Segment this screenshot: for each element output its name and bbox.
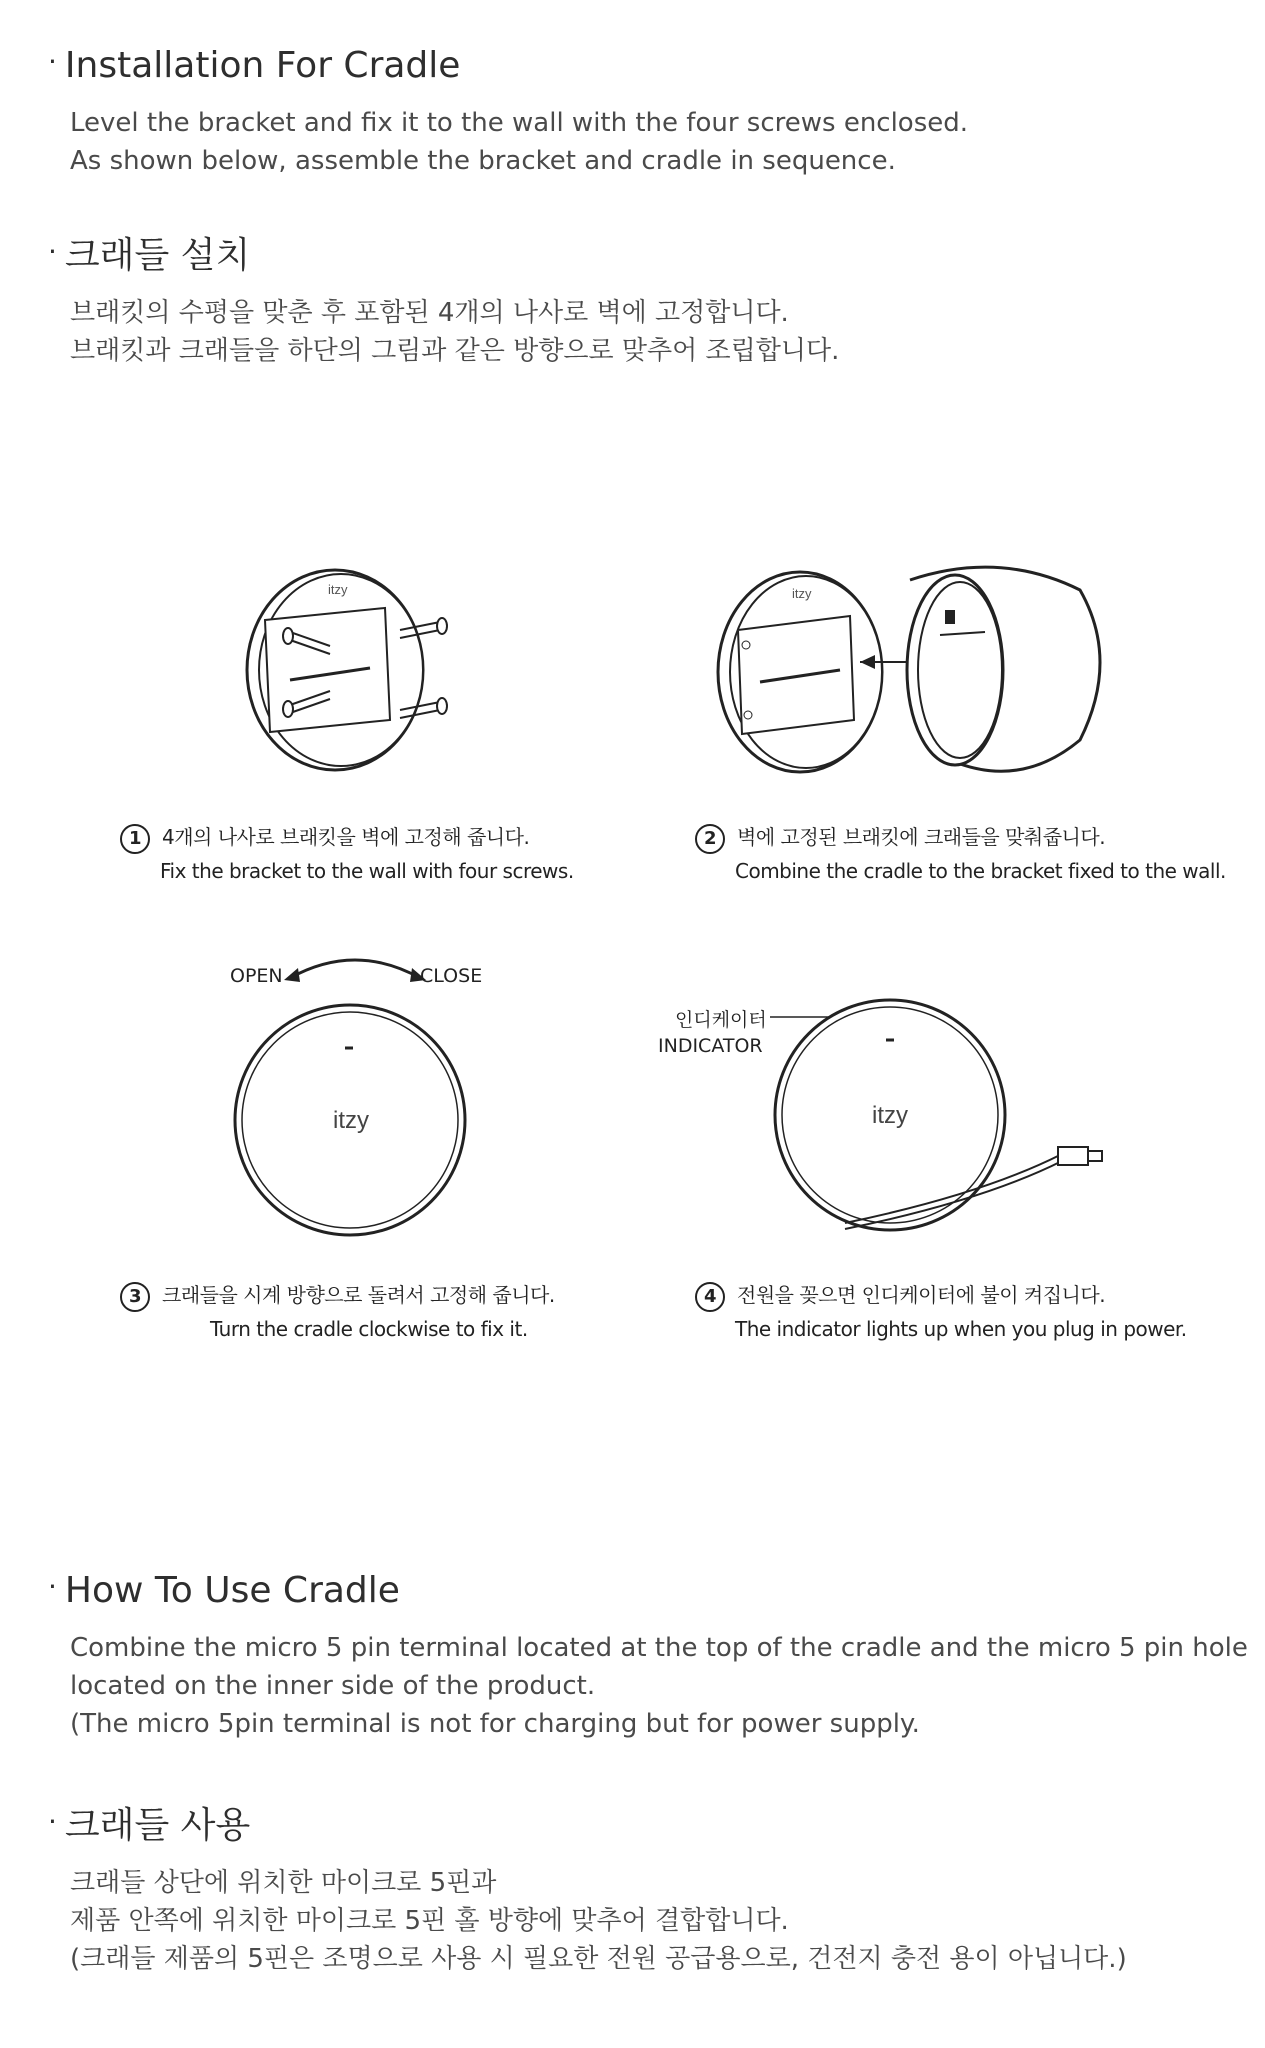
install-ko-text (70, 294, 1228, 370)
install-en-text (70, 104, 1228, 180)
step-3-caption (120, 1278, 555, 1346)
close-label: CLOSE (420, 965, 483, 987)
use-en-section (48, 1565, 1248, 1743)
install-ko-line-1: 브래킷의 수평을 맞춘 후 포함된 4개의 나사로 벽에 고정합니다. (70, 298, 789, 328)
indicator-ko-label: 인디케이터 (675, 1009, 767, 1031)
step-1-ko: 4개의 나사로 브래킷을 벽에 고정해 줍니다. (162, 825, 530, 849)
step-number-badge: 3 (120, 1282, 150, 1312)
use-en-line-2: located on the inner side of the product. (70, 1671, 596, 1701)
install-en-section (48, 40, 1228, 180)
bullet-icon: · (48, 45, 57, 78)
install-ko-title: 크래들 설치 (64, 235, 251, 276)
step-4-caption (695, 1278, 1187, 1346)
step-3-ko: 크래들을 시계 방향으로 돌려서 고정해 줍니다. (162, 1283, 555, 1307)
install-en-title: Installation For Cradle (64, 45, 461, 86)
bullet-icon: · (48, 1570, 57, 1603)
step-1-caption (120, 820, 574, 888)
cradle-front-illustration (225, 1000, 475, 1240)
bracket-brand-text-2: itzy (792, 586, 812, 601)
install-en-heading (48, 40, 1228, 88)
use-en-title: How To Use Cradle (64, 1570, 400, 1611)
use-ko-section (48, 1800, 1228, 1978)
use-en-line-1: Combine the micro 5 pin terminal located at the top of the cradle and the micro 5 pin hole (70, 1633, 1248, 1663)
step-3-en: Turn the cradle clockwise to fix it. (210, 1317, 528, 1341)
cradle-brand-text: itzy (333, 1107, 369, 1134)
use-en-line-3: (The micro 5pin terminal is not for charging but for power supply. (70, 1709, 920, 1739)
use-ko-line-2: 제품 안쪽에 위치한 마이크로 5핀 홀 방향에 맞추어 결합합니다. (70, 1906, 789, 1936)
bullet-icon: · (48, 1805, 57, 1838)
use-ko-text (70, 1864, 1228, 1978)
install-en-line-1: Level the bracket and fix it to the wall with the four screws enclosed. (70, 108, 969, 138)
use-ko-line-1: 크래들 상단에 위치한 마이크로 5핀과 (70, 1868, 497, 1898)
bracket-screws-illustration (220, 560, 480, 780)
bullet-icon: · (48, 235, 57, 268)
cradle-indicator-illustration (760, 985, 1120, 1245)
cradle-brand-text-2: itzy (872, 1102, 908, 1129)
install-ko-section (48, 230, 1228, 370)
step-number-badge: 1 (120, 824, 150, 854)
install-en-line-2: As shown below, assemble the bracket and cradle in sequence. (70, 146, 896, 176)
use-ko-heading (48, 1800, 1228, 1848)
install-ko-heading (48, 230, 1228, 278)
step-2-caption (695, 820, 1226, 888)
step-number-badge: 2 (695, 824, 725, 854)
step-4-en: The indicator lights up when you plug in power. (735, 1317, 1187, 1341)
use-en-heading (48, 1565, 1228, 1613)
bracket-cradle-illustration (700, 550, 1120, 790)
step-number-badge: 4 (695, 1282, 725, 1312)
step-2-ko: 벽에 고정된 브래킷에 크래들을 맞춰줍니다. (737, 825, 1106, 849)
use-ko-title: 크래들 사용 (64, 1805, 251, 1846)
indicator-en-label: INDICATOR (658, 1035, 763, 1057)
use-en-text (70, 1629, 1248, 1743)
install-ko-line-2: 브래킷과 크래들을 하단의 그림과 같은 방향으로 맞추어 조립합니다. (70, 336, 840, 366)
step-1-en: Fix the bracket to the wall with four screws. (160, 859, 574, 883)
step-4-ko: 전원을 꽂으면 인디케이터에 불이 켜집니다. (737, 1283, 1106, 1307)
rotate-arrow-icon (280, 950, 430, 990)
open-label: OPEN (230, 965, 283, 987)
step-2-en: Combine the cradle to the bracket fixed to the wall. (735, 859, 1226, 883)
use-ko-line-3: (크래들 제품의 5핀은 조명으로 사용 시 필요한 전원 공급용으로, 건전지 충전 용이 아닙니다.) (70, 1944, 1127, 1974)
bracket-brand-text: itzy (328, 582, 348, 597)
